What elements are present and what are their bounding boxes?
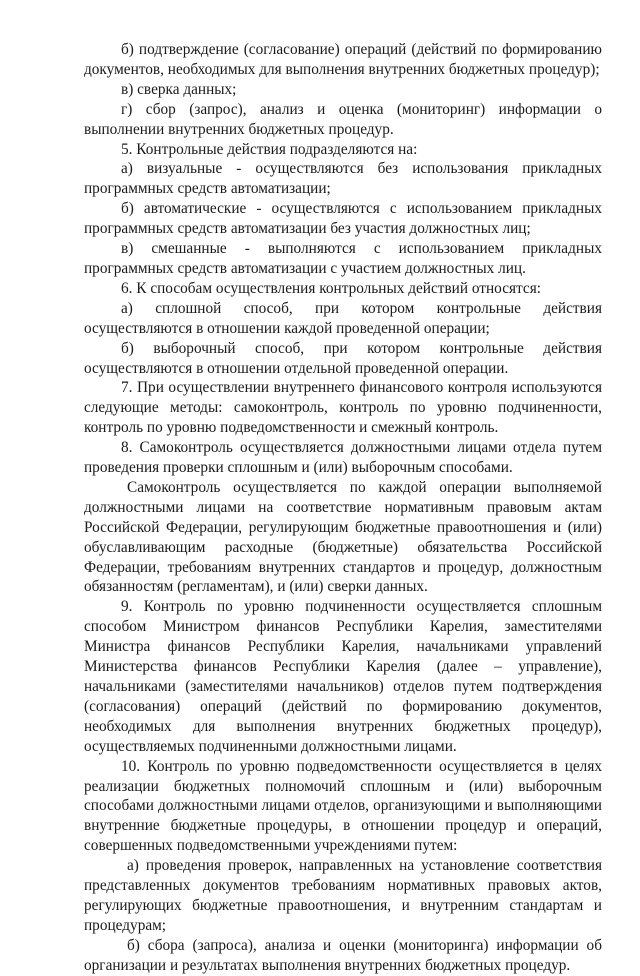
paragraph-6: 6. К способам осуществления контрольных действий относятся:: [121, 279, 541, 297]
paragraph-8: 8. Самоконтроль осуществляется должностными лицами отдела путем проведения проверки сплошным и (или) выборочным способами.: [84, 439, 602, 477]
paragraph-10: 10. Контроль по уровню подведомственности осуществляется в целях реализации бюджетных полномочий сплошным и (или) выборочным способами должностными лицами отделов, организующими и выполняющими внутренние бюджетные процедуры, в отношении процедур и операций, совершенных подведомственными учреждениями путем:: [84, 757, 602, 855]
paragraph-10b: б) сбора (запроса), анализа и оценки (мониторинга) информации об организации и результатах выполнения внутренних бюджетных процедур.: [84, 936, 602, 974]
paragraph-5v: в) смешанные - выполняются с использованием прикладных программных средств автоматизации с участием должностных лиц.: [84, 240, 602, 277]
paragraph-9: 9. Контроль по уровню подчиненности осуществляется сплошным способом Министром финансов Республики Карелия, заместителями Министра финансов Республики Карелия, начальниками управлений Министерства финансов Республики Карелия (далее – управление), начальниками (заместителями начальников) отделов путем подтверждения (согласования) операций (действий по формированию документов, необходимых для выполнения внутренних бюджетных процедур), осуществляемых подчиненными должностными лицами.: [84, 598, 602, 755]
paragraph-5a: а) визуальные - осуществляются без использования прикладных программных средств автоматизации;: [84, 160, 602, 198]
paragraph-8-selfcontrol: Самоконтроль осуществляется по каждой операции выполняемой должностными лицами на соответствие нормативным правовым актам Российской Федерации, регулирующим бюджетные правоотношения и (или) обуславливающим расходные (бюджетные) обязательства Российской Федерации, требованиям внутренних стандартов и процедур, должностным обязанностям (регламентам), и (или) сверки данных.: [84, 478, 602, 596]
paragraph-10a: а) проведения проверок, направленных на установление соответствия представленных документов требованиям нормативных правовых актов, регулирующих бюджетные правоотношения, и внутренним стандартам и процедурам;: [84, 857, 602, 934]
document-body: [84, 40, 602, 976]
paragraph-4b: б) подтверждение (согласование) операций (действий по формированию документов, необходимых для выполнения внутренних бюджетных процедур);: [84, 41, 602, 78]
paragraph-6b: б) выборочный способ, при котором контрольные действия осуществляются в отношении отдельной проведенной операции.: [84, 339, 602, 377]
paragraph-7: 7. При осуществлении внутреннего финансового контроля используются следующие методы: самоконтроль, контроль по уровню подчиненности, контроль по уровню подведомственности и смежный контроль.: [84, 379, 602, 437]
paragraph-5b: б) автоматические - осуществляются с использованием прикладных программных средств автоматизации без участия должностных лиц;: [84, 200, 602, 238]
paragraph-6a: а) сплошной способ, при котором контрольные действия осуществляются в отношении каждой проведенной операции;: [84, 299, 602, 337]
paragraph-4v: в) сверка данных;: [121, 80, 237, 98]
paragraph-4g: г) сбор (запрос), анализ и оценка (мониторинг) информации о выполнении внутренних бюджетных процедур.: [84, 100, 602, 138]
paragraph-5: 5. Контрольные действия подразделяются на:: [121, 140, 418, 158]
